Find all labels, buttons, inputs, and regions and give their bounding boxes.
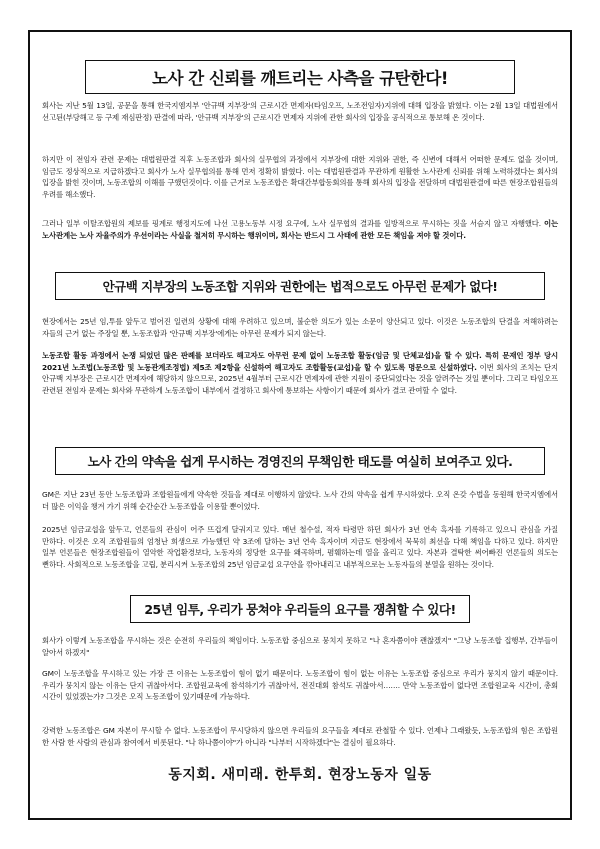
section2-paragraph-1: GM은 지난 23년 동안 노동조합과 조합원들에게 약속한 것들을 제대로 이행하지 않았다. 노사 간의 약속을 쉽게 무시하였다. 오직 온갖 수법을 동원해 한국지엠에서 더 많은 이익을 챙겨 가기 위해 순간순간 노동조합을 이용할 뿐이었다. xyxy=(42,490,558,511)
section1-heading: 안규백 지부장의 노동조합 지위와 권한에는 법적으로도 아무런 문제가 없다! xyxy=(55,272,545,300)
section1-paragraph-2 xyxy=(42,350,558,396)
page-border xyxy=(28,30,572,820)
headline: 노사 간 신뢰를 깨트리는 사측을 규탄한다! xyxy=(85,60,515,94)
section3-paragraph-1: 회사가 이렇게 노동조합을 무시하는 것은 순전히 우리들의 책임이다. 노동조합 중심으로 뭉치지 못하고 "나 혼자쯤이야 괜찮겠지" "그냥 노동조합 집행부, 간부들이 알아서 하겠지" xyxy=(42,636,558,657)
section1-paragraph-2-rest: 이번 회사의 조치는 단지 안규백 지부장은 근로시간 면제자에 해당하지 않으므로, 2025년 4월부터 근로시간 면제자에 관한 지원이 중단되었다는 것을 알려주는 것일 뿐이다. 그리고 타임오프 관련된 전임자 문제는 회사와 무관하게 노동조합이 내부에서 결정하고 회사에 통보하는 사항이기 때문에 회사가 결코 관여할 수 없다. xyxy=(42,362,558,395)
signature: 동지회. 새미래. 한투회. 현장노동자 일동 xyxy=(168,767,432,783)
intro-paragraph-1: 회사는 지난 5월 13일, 공문을 통해 한국지엠지부 '안규백 지부장'의 근로시간 면제자(타임오프, 노조전임자)지위에 대해 입장을 밝혔다. 이는 2월 13일 대법원에서 선고된(부당해고 등 구제 재심판정) 판결에 따라, '안규백 지부장'의 근로시간 면제자 지위에 관한 회사의 입장을 공식적으로 통보해 온 것이다. xyxy=(42,101,558,122)
intro-paragraph-3-bold: 이는 노사관계는 노사 자율주의가 우선이라는 사실을 철저히 무시하는 행위이며, 회사는 반드시 그 사태에 관한 모든 책임을 져야 할 것이다. xyxy=(42,219,558,240)
section3-paragraph-3: 강력한 노동조합은 GM 자본이 무시할 수 없다. 노동조합이 무시당하지 않으면 우리들의 요구들을 제대로 관철할 수 있다. 언제나 그래왔듯, 노동조합의 힘은 조합원 한 사람 한 사람의 관심과 참여에서 비롯된다. "나 하나쯤이야"가 아니라 "나부터 시작하겠다"는 결심이 필요하다. xyxy=(42,726,558,747)
intro-paragraph-3-text: 그러나 일부 이탈조합원의 제보를 핑계로 행정지도에 나선 고용노동부 시정 요구에, 노사 실무협의 결과를 일방적으로 무시하는 짓을 서슴지 않고 자행했다. xyxy=(42,219,545,228)
section1-paragraph-1: 현장에서는 25년 임,투를 앞두고 벌어진 일련의 상황에 대해 우려하고 있으며, 불순한 의도가 있는 소문이 양산되고 있다. 이것은 노동조합의 단결을 저해하려는 자들의 근거 없는 주장일 뿐, 노동조합과 '안규백 지부장'에게는 아무런 문제가 되지 않는다. xyxy=(42,317,558,338)
intro-paragraph-3 xyxy=(42,218,558,241)
section3-paragraph-2: GM이 노동조합을 무시하고 있는 가장 큰 이유는 노동조합이 힘이 없기 때문이다. 노동조합이 힘이 없는 이유는 노동조합 중심으로 우리가 뭉치지 않기 때문이다. 우리가 뭉치지 않는 이유는 단지 귀찮아서다. 조합원교육에 참석하기가 귀찮아서, 전진대회 참석도 귀찮아서……. 만약 노동조합이 없다면 조합원교육 시간이, 총회 시간이 있었겠는가? 그것은 오직 노동조합이 있기때문에 가능하다. xyxy=(42,669,558,701)
section1-paragraph-2-bold: 노동조합 활동 과정에서 논쟁 되었던 많은 판례를 보더라도 해고자도 아무런 문제 없이 노동조합 활동(임금 및 단체교섭)을 할 수 있다. 특히 문재인 정부 당시 2021년 노조법(노동조합 및 노동관계조정법) 제5조 제2항을 신설하여 해고자도 조합활동(교섭)을 할 수 있도록 명문으로 신설하였다. xyxy=(42,351,558,372)
section3-heading: 25년 임투, 우리가 뭉쳐야 우리들의 요구를 쟁취할 수 있다! xyxy=(130,595,470,623)
section2-paragraph-2: 2025년 임금교섭을 앞두고, 언론들의 관심이 어주 뜨겁게 달궈지고 있다. 매년 철수설, 적자 타령만 하던 회사가 3년 연속 흑자를 기록하고 있으니 관심을 가질 만하다. 이것은 오직 조합원들의 엄청난 희생으로 가능했던 약 3조에 달하는 3년 연속 흑자이며 지금도 현장에서 묵묵히 최선을 다해 책임을 다하고 있다. 하지만 일부 언론들은 현장조합원들이 열악한 작업환경보다, 노동자의 정당한 요구를 왜곡하며, 폄훼하는데 열을 올리고 있다. 자본과 결탁한 써어빠진 언론들의 의도는 뻔하다. 사회적으로 노동조합을 고립, 분리시켜 노동조합의 25년 임금교섭 요구안을 깎아내리고 내부적으로는 노동자들의 분열을 원하는 것이다. xyxy=(42,525,558,569)
intro-paragraph-2: 하지만 이 전임자 관련 문제는 대법원판결 직후 노동조합과 회사의 실무협의 과정에서 지부장에 대한 지위와 권한, 즉 신변에 대해서 어떠한 문제도 없을 것이며, 임금도 정상적으로 지급하겠다고 회사가 노사 실무협의를 통해 먼저 정확히 밝혔다. 이는 대법원판결과 무관하게 원활한 노사관계 신뢰를 위해 노력하겠다는 회사의 입장을 밝힌 것이며, 노동조합의 이해를 구했던것이다. 이를 근거로 노동조합은 확대간부합동회의를 통해 회사의 입장을 전달하며 대법원판결에 따른 현장조합원들의 우려를 해소했다. xyxy=(42,155,558,199)
section2-heading: 노사 간의 약속을 쉽게 무시하는 경영진의 무책임한 태도를 여실히 보여주고 있다. xyxy=(55,447,545,475)
